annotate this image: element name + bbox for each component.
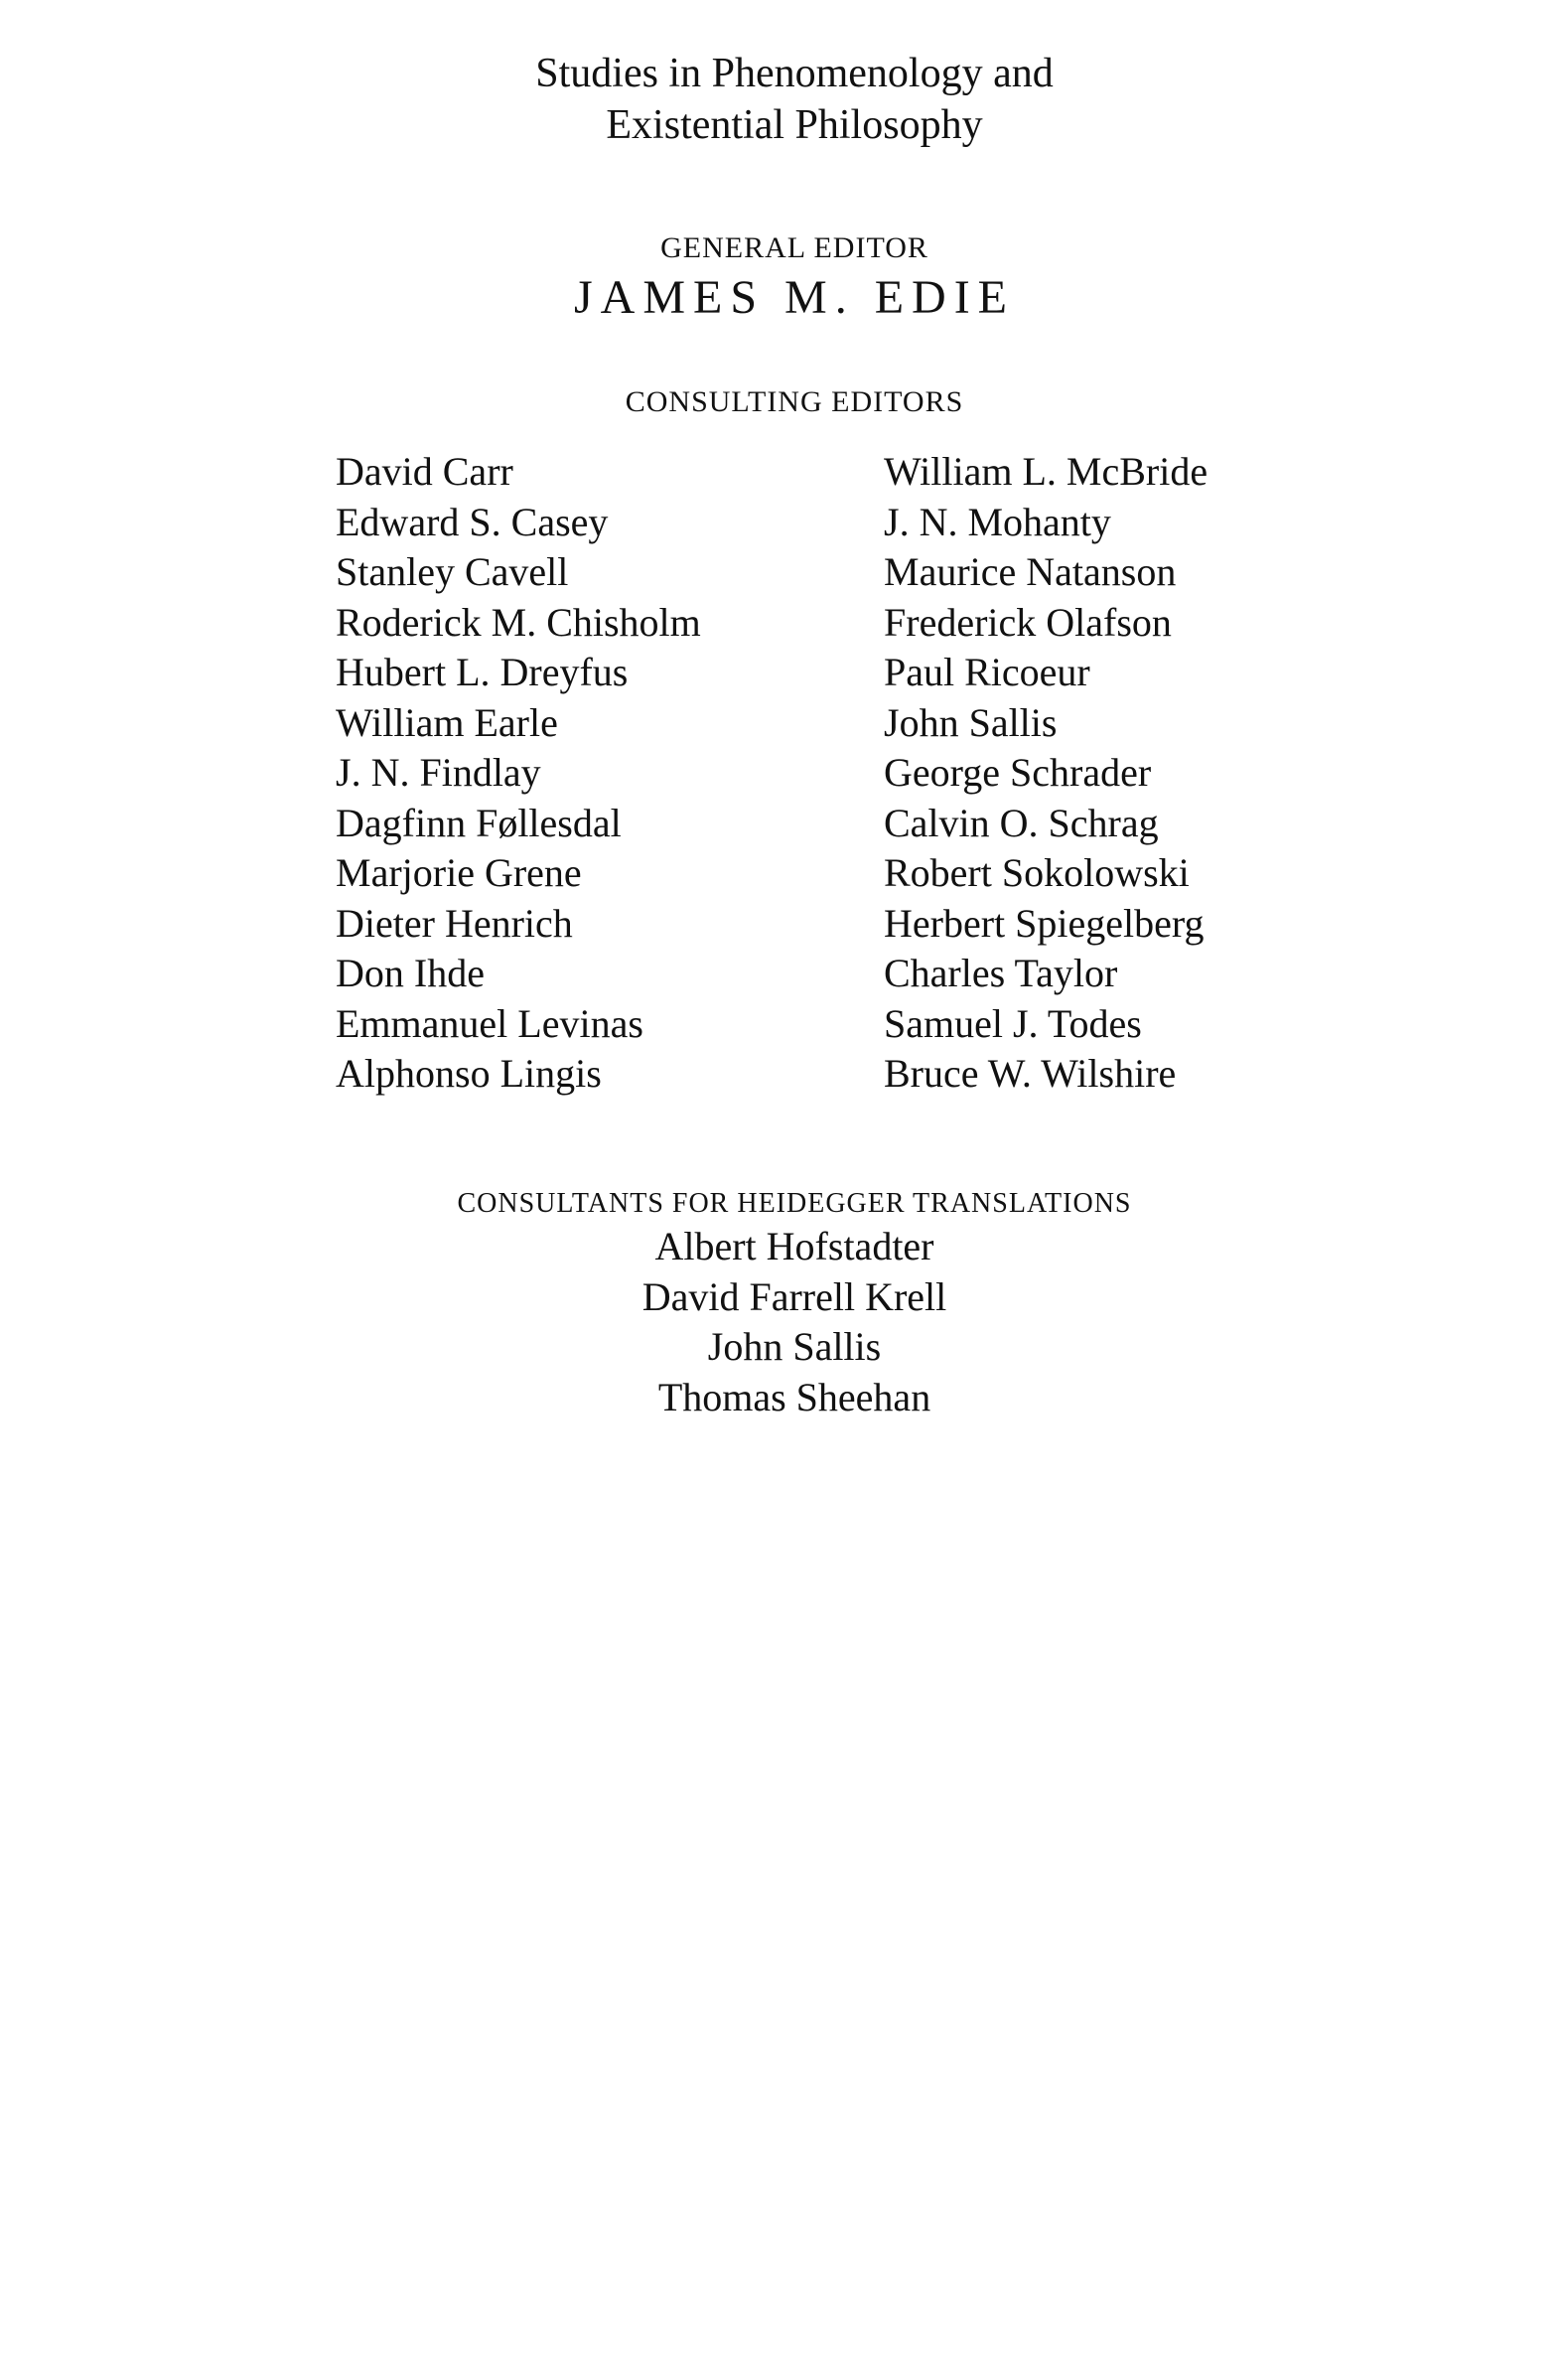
list-item: Edward S. Casey xyxy=(336,499,609,544)
list-item: Marjorie Grene xyxy=(336,850,582,895)
list-item: Hubert L. Dreyfus xyxy=(336,650,629,694)
list-item: William L. McBride xyxy=(884,449,1209,494)
list-item: David Farrell Krell xyxy=(641,1273,947,1319)
general-editor-label: GENERAL EDITOR xyxy=(660,231,928,264)
list-item: Dieter Henrich xyxy=(336,900,573,946)
general-editor-name: JAMES M. EDIE xyxy=(573,271,1015,324)
list-item: Paul Ricoeur xyxy=(884,650,1090,694)
list-item: J. N. Mohanty xyxy=(884,499,1111,544)
list-item: Roderick M. Chisholm xyxy=(336,599,701,645)
list-item: Frederick Olafson xyxy=(884,599,1172,645)
series-title xyxy=(0,48,1565,151)
list-item: Albert Hofstadter xyxy=(654,1224,934,1268)
list-item: Robert Sokolowski xyxy=(884,850,1190,895)
list-item: David Carr xyxy=(336,449,513,494)
list-item: Don Ihde xyxy=(336,951,485,995)
list-item: George Schrader xyxy=(884,750,1152,795)
list-item: Maurice Natanson xyxy=(884,549,1177,594)
list-item: Herbert Spiegelberg xyxy=(884,900,1205,946)
consulting-editors-right-column xyxy=(884,447,1208,1100)
consulting-editors-left-column xyxy=(336,447,701,1100)
list-item: Samuel J. Todes xyxy=(884,1000,1142,1046)
list-item: J. N. Findlay xyxy=(336,750,541,795)
list-item: Dagfinn Føllesdal xyxy=(336,800,622,845)
list-item: Thomas Sheehan xyxy=(657,1374,931,1419)
list-item: William Earle xyxy=(336,699,558,745)
list-item: John Sallis xyxy=(707,1324,882,1369)
list-item: Stanley Cavell xyxy=(336,549,569,594)
list-item: Alphonso Lingis xyxy=(336,1051,602,1096)
series-title-line-2: Existential Philosophy xyxy=(606,102,983,148)
heidegger-consultants-label: CONSULTANTS FOR HEIDEGGER TRANSLATIONS xyxy=(457,1188,1132,1219)
list-item: Bruce W. Wilshire xyxy=(884,1051,1177,1096)
list-item: Emmanuel Levinas xyxy=(336,1000,643,1046)
list-item: John Sallis xyxy=(884,699,1058,745)
consulting-editors-label: CONSULTING EDITORS xyxy=(625,385,964,418)
list-item: Calvin O. Schrag xyxy=(884,800,1159,845)
heidegger-consultants-list xyxy=(0,1222,1565,1422)
series-title-line-1: Studies in Phenomenology and xyxy=(535,51,1054,96)
list-item: Charles Taylor xyxy=(884,951,1118,995)
